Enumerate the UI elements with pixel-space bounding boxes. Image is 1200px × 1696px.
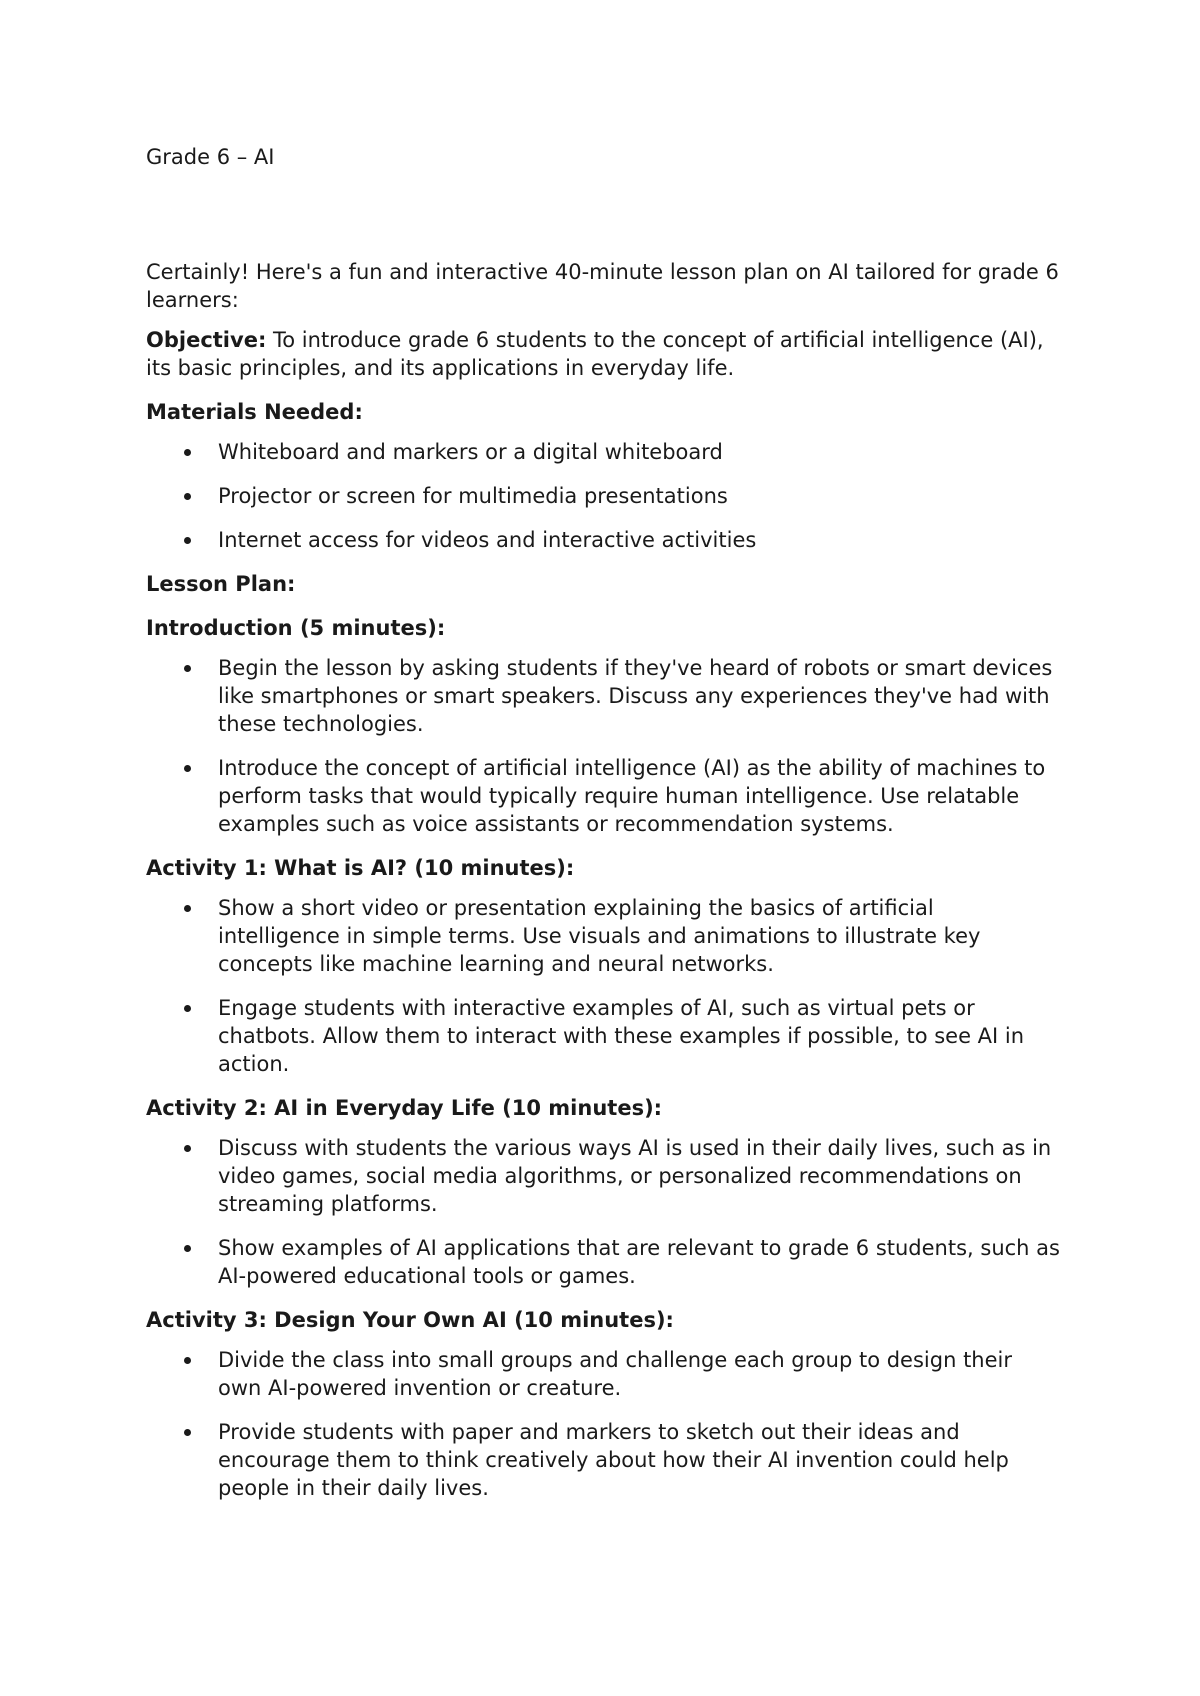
intro-paragraph: Certainly! Here's a fun and interactive 40-minute lesson plan on AI tailored for grade 6 learners: (146, 260, 1059, 312)
bullet-icon (184, 1357, 191, 1364)
bullet-icon (184, 1245, 191, 1252)
bullet-icon (184, 493, 191, 500)
lesson-plan-heading: Lesson Plan: (146, 572, 296, 596)
materials-list (146, 438, 1060, 554)
document-title: Grade 6 – AI (146, 145, 275, 169)
list-item (146, 1234, 1060, 1290)
activity-2-list (146, 1134, 1060, 1290)
list-item (146, 894, 1060, 978)
list-item-text: Begin the lesson by asking students if they've heard of robots or smart devices like smartphones or smart speakers. Discuss any experiences they've had with these technologies. (218, 656, 1053, 736)
list-item (146, 526, 1060, 554)
materials-heading: Materials Needed: (146, 400, 363, 424)
list-item (146, 754, 1060, 838)
list-item (146, 438, 1060, 466)
introduction-list (146, 654, 1060, 838)
list-item (146, 1346, 1060, 1402)
list-item-text: Engage students with interactive examples of AI, such as virtual pets or chatbots. Allow them to interact with these examples if possible, to see AI in action. (218, 996, 1025, 1076)
list-item-text: Show examples of AI applications that are relevant to grade 6 students, such as AI-powered educational tools or games. (218, 1236, 1060, 1288)
objective-paragraph (146, 326, 1060, 382)
section-heading-activity-1: Activity 1: What is AI? (10 minutes): (146, 856, 575, 880)
bullet-icon (184, 537, 191, 544)
list-item (146, 1418, 1060, 1502)
list-item (146, 482, 1060, 510)
section-heading-introduction: Introduction (5 minutes): (146, 616, 446, 640)
list-item-text: Projector or screen for multimedia presentations (218, 484, 728, 508)
list-item (146, 994, 1060, 1078)
bullet-icon (184, 1005, 191, 1012)
objective-label: Objective: (146, 328, 267, 352)
list-item (146, 1134, 1060, 1218)
bullet-icon (184, 765, 191, 772)
section-heading-activity-3: Activity 3: Design Your Own AI (10 minutes): (146, 1308, 674, 1332)
bullet-icon (184, 665, 191, 672)
list-item-text: Provide students with paper and markers to sketch out their ideas and encourage them to think creatively about how their AI invention could help people in their daily lives. (218, 1420, 1009, 1500)
activity-3-list (146, 1346, 1060, 1502)
list-item-text: Whiteboard and markers or a digital whiteboard (218, 440, 723, 464)
bullet-icon (184, 449, 191, 456)
list-item-text: Show a short video or presentation explaining the basics of artificial intelligence in simple terms. Use visuals and animations to illustrate key concepts like machine learning and neural networks. (218, 896, 981, 976)
list-item-text: Discuss with students the various ways AI is used in their daily lives, such as in video games, social media algorithms, or personalized recommendations on streaming platforms. (218, 1136, 1052, 1216)
section-heading-activity-2: Activity 2: AI in Everyday Life (10 minutes): (146, 1096, 663, 1120)
bullet-icon (184, 905, 191, 912)
activity-1-list (146, 894, 1060, 1078)
list-item-text: Internet access for videos and interactive activities (218, 528, 757, 552)
list-item (146, 654, 1060, 738)
bullet-icon (184, 1429, 191, 1436)
list-item-text: Introduce the concept of artificial intelligence (AI) as the ability of machines to perform tasks that would typically require human intelligence. Use relatable examples such as voice assistants or recommendation systems. (218, 756, 1046, 836)
list-item-text: Divide the class into small groups and challenge each group to design their own AI-powered invention or creature. (218, 1348, 1013, 1400)
bullet-icon (184, 1145, 191, 1152)
objective-text: To introduce grade 6 students to the concept of artificial intelligence (AI), its basic principles, and its applications in everyday life. (146, 328, 1044, 380)
